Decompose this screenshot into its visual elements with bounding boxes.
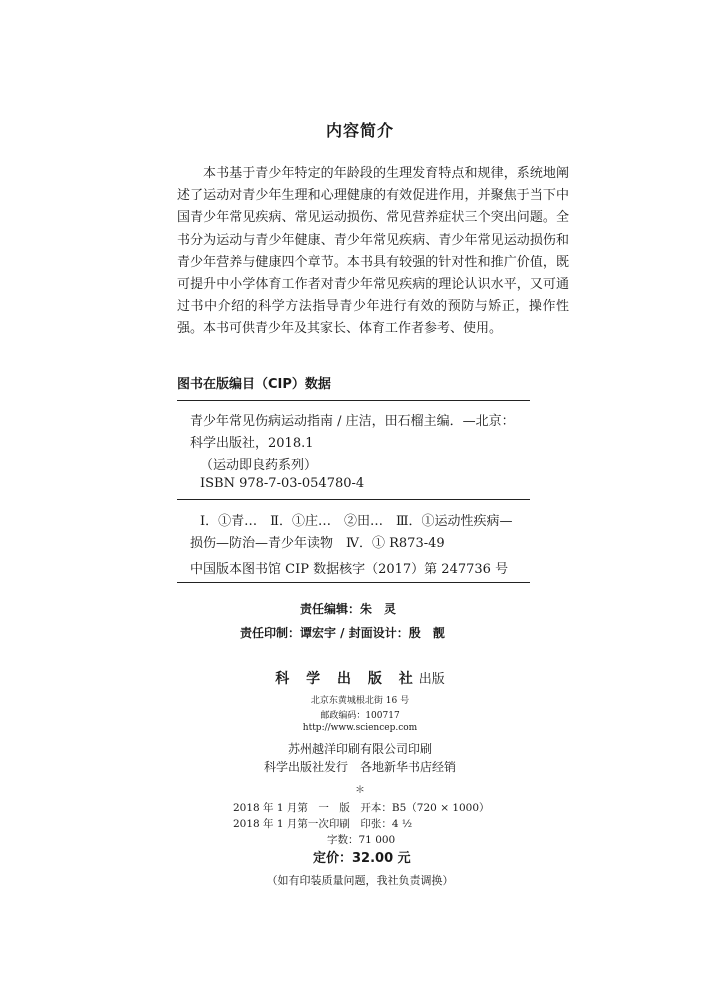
cip-isbn-line: ISBN 978-7-03-054780-4 (200, 476, 365, 491)
publisher-suffix: 出版 (418, 672, 445, 687)
word-count: 字数：71 000 (327, 834, 396, 846)
cip-classification-line: Ⅰ．①青… Ⅱ．①庄… ②田… Ⅲ．①运动性疾病— (200, 514, 513, 529)
price: 定价：32.00 元 (313, 851, 411, 866)
printing-design-credits: 责任印制：谭宏宇 / 封面设计：殷 靓 (240, 626, 445, 640)
cip-bottom-rule (177, 582, 530, 583)
distribution-line: 科学出版社发行 各地新华书店经销 (263, 760, 456, 774)
divider-asterisk: ＊ (355, 785, 365, 796)
quality-notice: （如有印装质量问题，我社负责调换） (266, 874, 454, 887)
cip-publisher-line: 科学出版社，2018.1 (190, 436, 314, 451)
publisher-name: 科 学 出 版 社 (275, 671, 419, 687)
responsible-editor: 责任编辑：朱 灵 (300, 602, 397, 616)
cip-top-rule (177, 400, 530, 401)
edition-line: 2018 年 1 月第 一 版 开本：B5（720 × 1000） (233, 802, 490, 814)
cip-heading: 图书在版编目（CIP）数据 (177, 377, 331, 392)
intro-paragraph: 本书基于青少年特定的年龄段的生理发育特点和规律，系统地阐述了运动对青少年生理和心理健康的有效促进作用，并聚焦于当下中国青少年常见疾病、常见运动损伤、常见营养症状三个突出问题。全书分为运动与青少年健康、青少年常见疾病、青少年常见运动损伤和青少年营养与健康四个章节。本书具有较强的针对性和推广价值，既可提升中小学体育工作者对青少年常见疾病的理论认识水平，又可通过书中介绍的科学方法指导青少年进行有效的预防与矫正，操作性强。 (177, 166, 569, 337)
printing-line: 2018 年 1 月第一次印刷 印张：4 ½ (233, 818, 413, 830)
publisher-line (0, 668, 720, 688)
intro-usage-paragraph: 本书可供青少年及其家长、体育工作者参考、使用。 (203, 321, 503, 336)
cip-series-line: （运动即良药系列） (200, 458, 318, 473)
printer-line: 苏州越洋印刷有限公司印刷 (287, 742, 432, 756)
publisher-postcode: 邮政编码：100717 (320, 711, 400, 721)
cip-title-line: 青少年常见伤病运动指南 / 庄洁，田石榴主编．—北京： (190, 414, 515, 429)
publisher-address: 北京东黄城根北街 16 号 (310, 696, 410, 706)
publisher-website: http://www.sciencep.com (302, 723, 418, 733)
cip-record-number: 中国版本图书馆 CIP 数据核字（2017）第 247736 号 (190, 562, 509, 577)
intro-title: 内容简介 (325, 121, 394, 140)
cip-classification-line-2: 损伤—防治—青少年读物 Ⅳ．① R873-49 (190, 536, 445, 551)
cip-middle-rule (177, 499, 530, 500)
